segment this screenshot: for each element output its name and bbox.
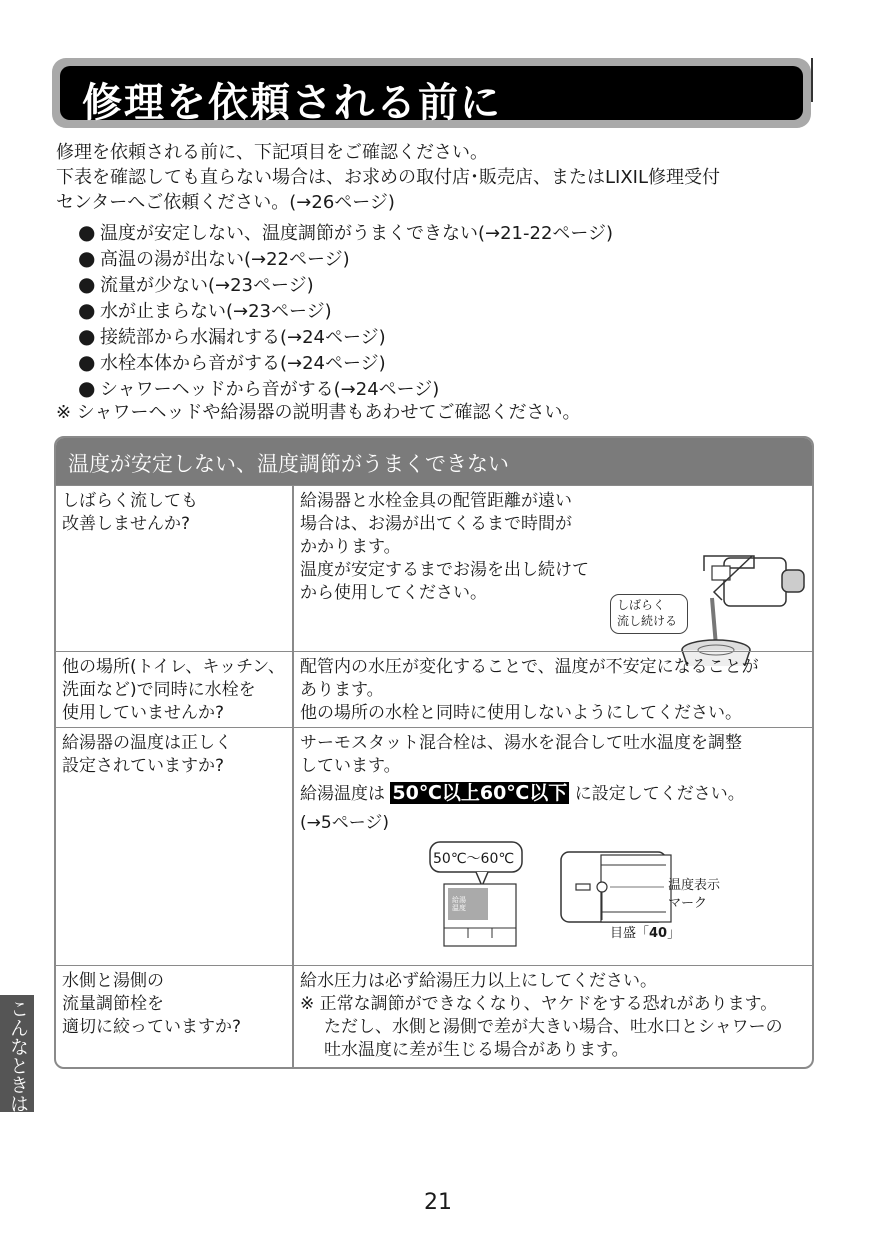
symptom-list <box>78 220 613 402</box>
answer-cell: 給湯器と水栓金具の配管距離が遠い 場合は、お湯が出てくるまで時間が かかります。 温度が安定するまでお湯を出し続けて から使用してください。 <box>300 491 589 603</box>
list-item: ● シャワーヘッドから音がする(→24ページ) <box>78 376 440 400</box>
reference-note: ※ シャワーヘッドや給湯器の説明書もあわせてご確認ください。 <box>56 402 581 423</box>
list-item: ● 水が止まらない(→23ページ) <box>78 298 332 322</box>
faucet-illustration <box>604 546 814 666</box>
list-item: ● 温度が安定しない、温度調節がうまくできない(→21-22ページ) <box>78 220 614 244</box>
side-tab-label: こんなときは <box>7 999 29 1113</box>
bullet-icon: ● <box>78 246 96 270</box>
question-cell: 給湯器の温度は正しく 設定されていますか? <box>62 733 232 776</box>
page-number: 21 <box>424 1190 452 1215</box>
intro-text <box>56 140 796 215</box>
tip-bubble: しばらく 流し続ける <box>610 594 688 634</box>
section-header <box>56 438 812 485</box>
temp-bubble-label: 50℃～60℃ <box>433 851 515 867</box>
intro-line: 修理を依頼される前に、下記項目をご確認ください。 <box>56 142 488 163</box>
list-item: ● 接続部から水漏れする(→24ページ) <box>78 324 386 348</box>
answer-cell: サーモスタット混合栓は、湯水を混合して吐水温度を調整 しています。 給湯温度は 50℃以上60℃以下 に設定してください。 (→5ページ) <box>300 733 745 833</box>
bullet-icon: ● <box>78 376 96 400</box>
bullet-icon: ● <box>78 272 96 296</box>
list-item: ● 流量が少ない(→23ページ) <box>78 272 314 296</box>
note-mark: ※ <box>300 994 315 1014</box>
question-cell: しばらく流しても 改善しませんか? <box>62 491 198 534</box>
bullet-icon: ● <box>78 220 96 244</box>
table-row <box>56 965 812 1068</box>
scale-label: 目盛「40」 <box>610 926 681 941</box>
list-item: ● 高温の湯が出ない(→22ページ) <box>78 246 350 270</box>
intro-line: 下表を確認しても直らない場合は、お求めの取付店･販売店、またはLIXIL修理受付 <box>56 167 721 188</box>
intro-line: センターへご依頼ください。(→26ページ) <box>56 192 395 213</box>
list-item: ● 水栓本体から音がする(→24ページ) <box>78 350 386 374</box>
question-cell: 水側と湯側の 流量調節栓を 適切に絞っていますか? <box>62 971 242 1037</box>
bullet-icon: ● <box>78 350 96 374</box>
answer-cell: 配管内の水圧が変化することで、温度が不安定になることが あります。 他の場所の水栓と同時に使用しないようにしてください。 <box>300 657 759 723</box>
question-cell: 他の場所(トイレ、キッチン、 洗面など)で同時に水栓を 使用していませんか? <box>62 657 285 723</box>
page-title: 修理を依頼される前に <box>82 80 502 126</box>
side-index-tab <box>0 995 34 1112</box>
bullet-icon: ● <box>78 298 96 322</box>
table-row <box>56 651 812 728</box>
answer-cell: 給水圧力は必ず給湯圧力以上にしてください。 ※ 正常な調節ができなくなり、ヤケドをする恐れがあります。 ただし、水側と湯側で差が大きい場合、吐水口とシャワーの 吐水温度に差が生じる場合があります。 <box>300 971 783 1060</box>
temperature-highlight: 50℃以上60℃以下 <box>392 782 568 804</box>
title-bar <box>52 58 811 128</box>
mark-label: マーク <box>668 896 708 911</box>
table-row <box>56 485 812 652</box>
title-edge-mark <box>811 58 813 102</box>
mark-label: 温度表示 <box>668 878 721 893</box>
title-inner <box>60 66 803 126</box>
bullet-icon: ● <box>78 324 96 348</box>
table-row <box>56 727 812 966</box>
troubleshoot-table <box>54 436 814 1069</box>
panel-label: 給湯 温度 <box>452 896 466 912</box>
section-title: 温度が安定しない、温度調節がうまくできない <box>68 452 509 476</box>
